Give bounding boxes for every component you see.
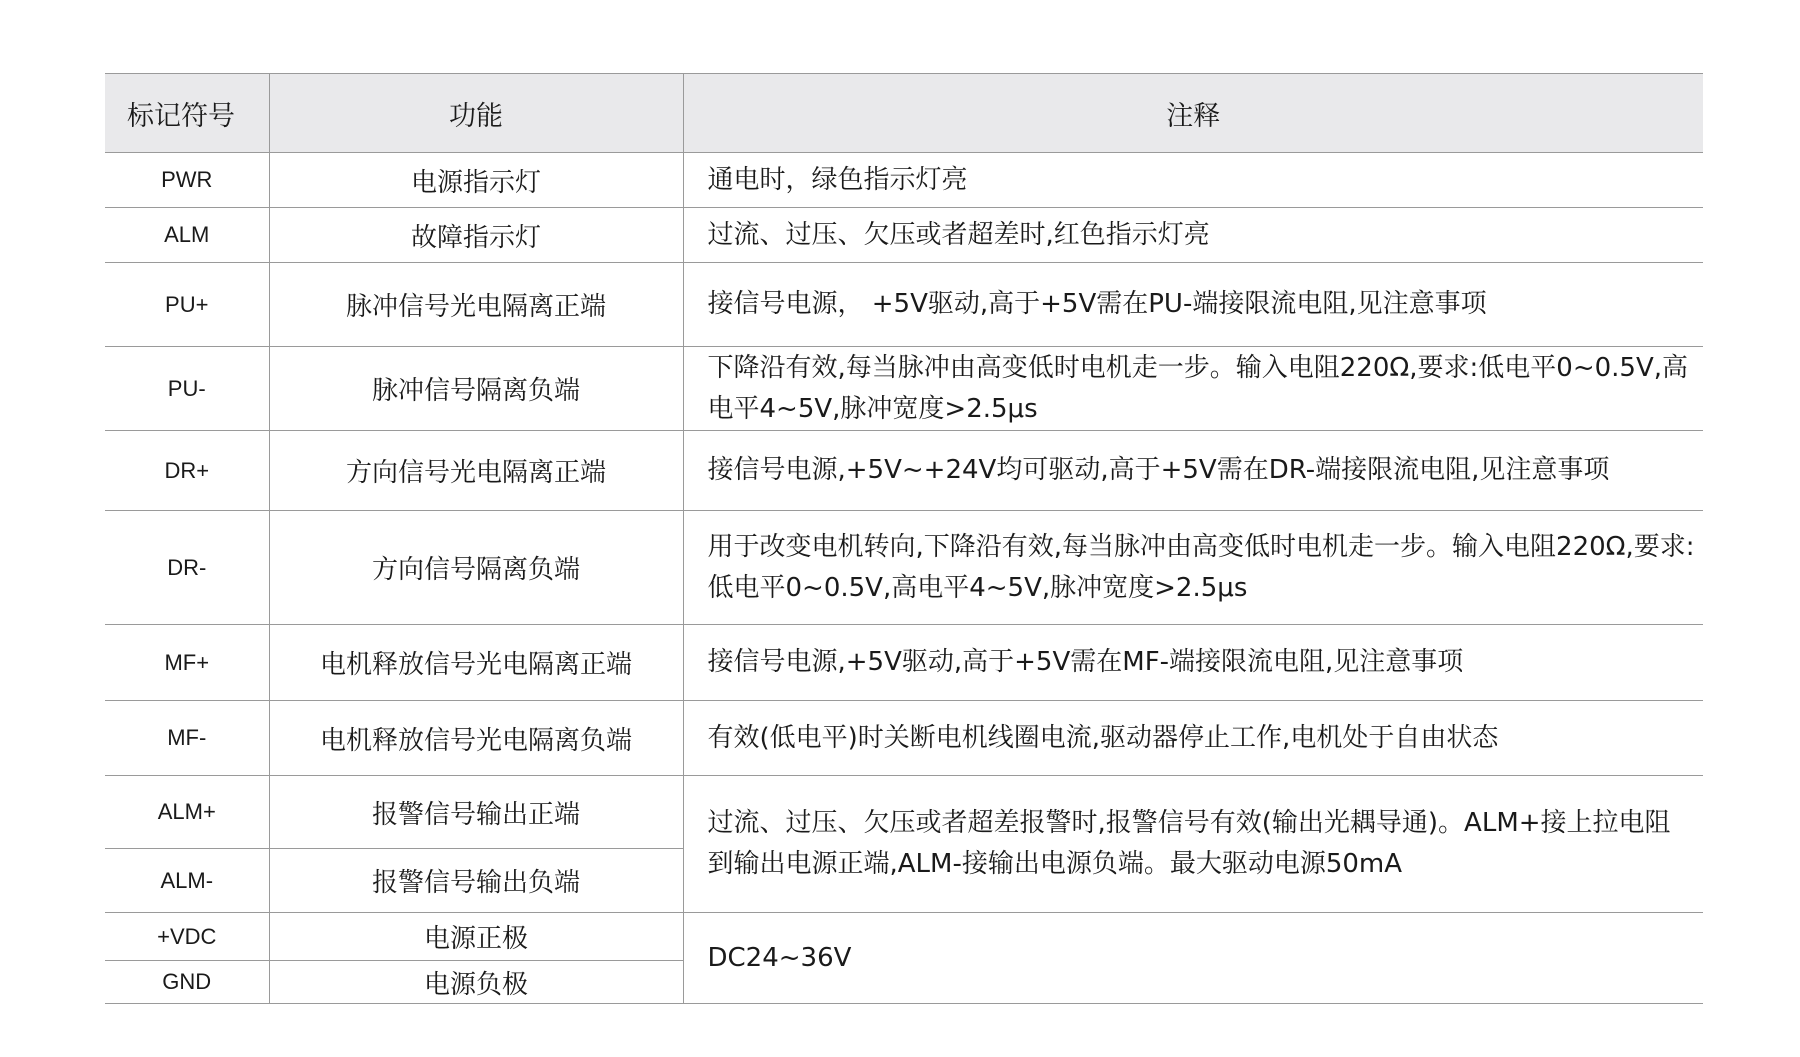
function-cell: 电源负极 — [269, 961, 683, 1004]
function-cell: 电机释放信号光电隔离负端 — [269, 701, 683, 776]
symbol-cell: ALM- — [105, 849, 269, 913]
function-cell: 脉冲信号隔离负端 — [269, 347, 683, 431]
header-symbol: 标记符号 — [105, 74, 269, 153]
note-cell: DC24~36V — [683, 913, 1703, 1004]
table-row — [105, 431, 1703, 511]
table-row — [105, 776, 1703, 849]
note-cell: 接信号电源,+5V驱动,高于+5V需在MF-端接限流电阻,见注意事项 — [683, 625, 1703, 701]
note-cell: 接信号电源,+5V~+24V均可驱动,高于+5V需在DR-端接限流电阻,见注意事项 — [683, 431, 1703, 511]
note-cell: 下降沿有效,每当脉冲由高变低时电机走一步。输入电阻220Ω,要求:低电平0~0.5V,高电平4~5V,脉冲宽度>2.5μs — [683, 347, 1703, 431]
symbol-cell: MF- — [105, 701, 269, 776]
table-header — [105, 74, 1703, 153]
note-cell: 接信号电源， +5V驱动,高于+5V需在PU-端接限流电阻,见注意事项 — [683, 263, 1703, 347]
table-row — [105, 263, 1703, 347]
symbol-cell: +VDC — [105, 913, 269, 961]
function-cell: 电机释放信号光电隔离正端 — [269, 625, 683, 701]
header-function: 功能 — [269, 74, 683, 153]
symbol-cell: PU+ — [105, 263, 269, 347]
symbol-cell: MF+ — [105, 625, 269, 701]
pin-function-table — [105, 73, 1703, 1004]
function-cell: 报警信号输出正端 — [269, 776, 683, 849]
function-cell: 故障指示灯 — [269, 208, 683, 263]
table-body — [105, 153, 1703, 1004]
symbol-cell: GND — [105, 961, 269, 1004]
note-cell: 过流、过压、欠压或者超差报警时,报警信号有效(输出光耦导通)。ALM+接上拉电阻到输出电源正端,ALM-接输出电源负端。最大驱动电源50mA — [683, 776, 1703, 913]
function-cell: 方向信号光电隔离正端 — [269, 431, 683, 511]
symbol-cell: ALM — [105, 208, 269, 263]
function-cell: 电源指示灯 — [269, 153, 683, 208]
symbol-cell: PU- — [105, 347, 269, 431]
note-cell: 用于改变电机转向,下降沿有效,每当脉冲由高变低时电机走一步。输入电阻220Ω,要求:低电平0~0.5V,高电平4~5V,脉冲宽度>2.5μs — [683, 511, 1703, 625]
pin-function-table-container — [105, 73, 1703, 1004]
note-cell: 有效(低电平)时关断电机线圈电流,驱动器停止工作,电机处于自由状态 — [683, 701, 1703, 776]
table-row — [105, 347, 1703, 431]
note-cell: 通电时，绿色指示灯亮 — [683, 153, 1703, 208]
symbol-cell: DR- — [105, 511, 269, 625]
header-note: 注释 — [683, 74, 1703, 153]
symbol-cell: ALM+ — [105, 776, 269, 849]
function-cell: 电源正极 — [269, 913, 683, 961]
table-row — [105, 625, 1703, 701]
table-row — [105, 511, 1703, 625]
symbol-cell: PWR — [105, 153, 269, 208]
function-cell: 脉冲信号光电隔离正端 — [269, 263, 683, 347]
note-cell: 过流、过压、欠压或者超差时,红色指示灯亮 — [683, 208, 1703, 263]
symbol-cell: DR+ — [105, 431, 269, 511]
function-cell: 报警信号输出负端 — [269, 849, 683, 913]
table-row — [105, 913, 1703, 961]
function-cell: 方向信号隔离负端 — [269, 511, 683, 625]
table-row — [105, 208, 1703, 263]
table-row — [105, 701, 1703, 776]
table-row — [105, 153, 1703, 208]
